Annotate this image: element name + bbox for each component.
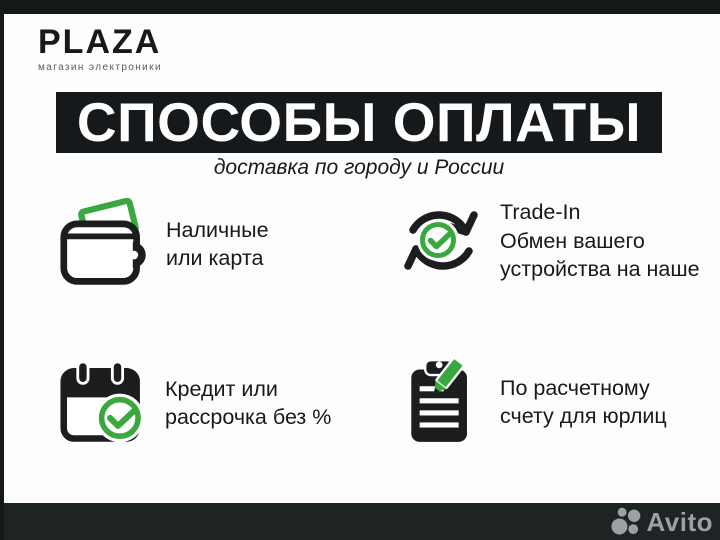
feature-line: Trade-In bbox=[500, 200, 581, 224]
brand-name: PLAZA bbox=[38, 23, 162, 61]
feature-text bbox=[166, 216, 269, 273]
trade-in-arrows-icon bbox=[396, 199, 486, 283]
feature-bank-account bbox=[402, 356, 667, 448]
feature-line: По расчетному bbox=[500, 375, 650, 400]
avito-watermark-label: Avito bbox=[646, 506, 713, 537]
feature-text bbox=[500, 374, 667, 431]
brand-logo bbox=[38, 25, 162, 73]
page-title: СПОСОБЫ ОПЛАТЫ bbox=[76, 91, 642, 153]
feature-line: Наличные bbox=[166, 217, 269, 242]
calendar-check-icon bbox=[58, 360, 148, 446]
feature-line: или карта bbox=[166, 246, 264, 270]
feature-cash-or-card bbox=[56, 198, 269, 290]
clipboard-pencil-icon bbox=[402, 356, 480, 448]
watermark-bar bbox=[0, 503, 720, 540]
title-banner bbox=[56, 92, 662, 153]
feature-line: Кредит или bbox=[165, 376, 278, 401]
feature-line: устройства на наше bbox=[500, 257, 700, 281]
feature-credit-installment bbox=[58, 360, 331, 446]
wallet-icon bbox=[56, 198, 154, 290]
avito-dots-icon bbox=[611, 506, 643, 538]
feature-line: рассрочка без % bbox=[165, 405, 332, 429]
feature-text bbox=[500, 198, 700, 284]
feature-text bbox=[165, 375, 331, 432]
avito-watermark bbox=[611, 506, 713, 538]
feature-line: счету для юрлиц bbox=[500, 404, 667, 428]
top-frame-border bbox=[0, 0, 720, 14]
banner-subtitle: доставка по городу и России bbox=[213, 156, 505, 179]
feature-line: Обмен вашего bbox=[500, 228, 645, 253]
left-frame-border bbox=[0, 0, 4, 540]
brand-tagline: магазин электроники bbox=[38, 62, 162, 73]
feature-trade-in bbox=[396, 198, 700, 284]
